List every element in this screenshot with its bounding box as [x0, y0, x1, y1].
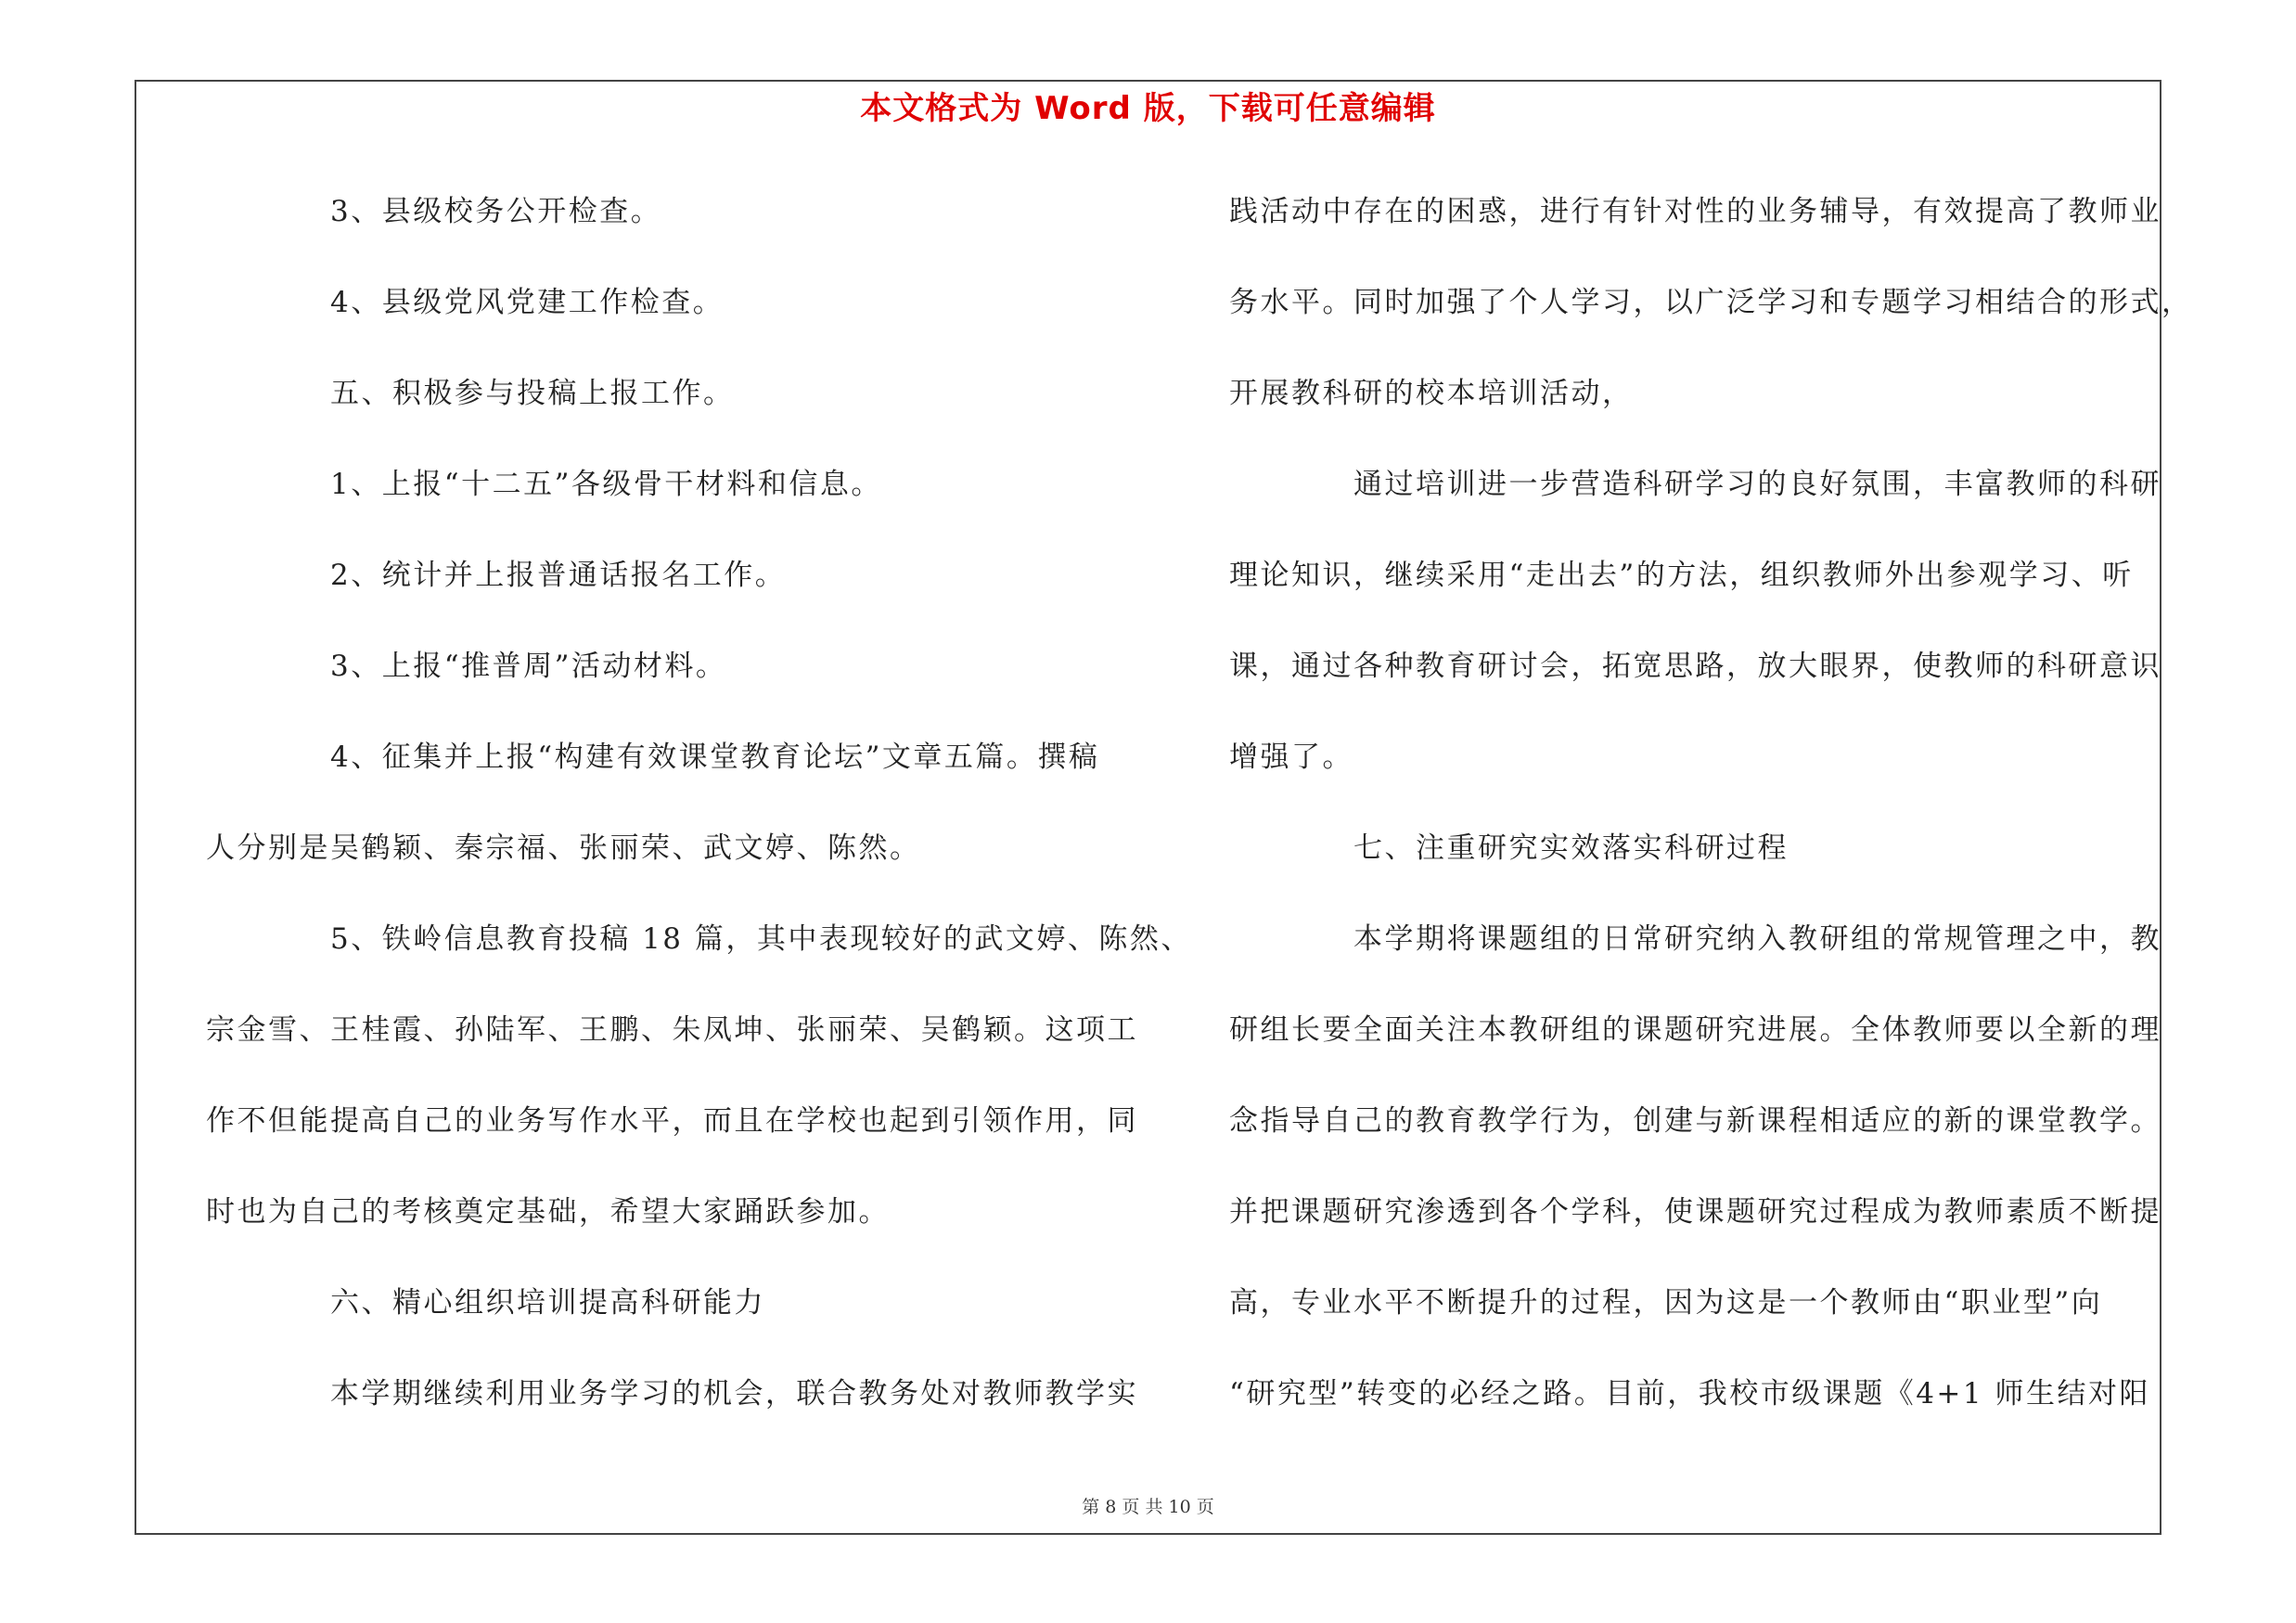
- right-column: [1229, 186, 2193, 1459]
- text-line: 作不但能提高自己的业务写作水平，而且在学校也起到引领作用，同: [206, 1104, 1138, 1138]
- text-line: “研究型”转变的必经之路。目前，我校市级课题《4+1 师生结对阳: [1229, 1377, 2150, 1410]
- text-line: 宗金雪、王桂霞、孙陆军、王鹏、朱凤坤、张丽荣、吴鹤颖。这项工: [206, 1013, 1138, 1047]
- text-line: 七、注重研究实效落实科研过程: [1353, 831, 1789, 865]
- text-line: 践活动中存在的困惑，进行有针对性的业务辅导，有效提高了教师业: [1229, 195, 2161, 228]
- text-line: 通过培训进一步营造科研学习的良好氛围，丰富教师的科研: [1353, 468, 2161, 501]
- text-line: 理论知识，继续采用“走出去”的方法，组织教师外出参观学习、听: [1229, 559, 2134, 592]
- text-line: 5、铁岭信息教育投稿 18 篇，其中表现较好的武文婷、陈然、: [330, 922, 1192, 956]
- text-line: 3、上报“推普周”活动材料。: [330, 650, 727, 683]
- text-line: 研组长要全面关注本教研组的课题研究进展。全体教师要以全新的理: [1229, 1013, 2161, 1047]
- format-banner: 本文格式为 Word 版，下载可任意编辑: [860, 90, 1436, 127]
- text-line: 时也为自己的考核奠定基础，希望大家踊跃参加。: [206, 1195, 890, 1229]
- page-footer: 第 8 页 共 10 页: [1082, 1497, 1214, 1517]
- text-line: 五、积极参与投稿上报工作。: [330, 377, 735, 410]
- text-line: 课，通过各种教育研讨会，拓宽思路，放大眼界，使教师的科研意识: [1229, 650, 2161, 683]
- text-line: 念指导自己的教育教学行为，创建与新课程相适应的新的课堂教学。: [1229, 1104, 2161, 1138]
- text-line: 并把课题研究渗透到各个学科，使课题研究过程成为教师素质不断提: [1229, 1195, 2161, 1229]
- text-line: 增强了。: [1229, 741, 1353, 774]
- text-line: 开展教科研的校本培训活动，: [1229, 377, 1634, 410]
- text-line: 2、统计并上报普通话报名工作。: [330, 559, 787, 592]
- text-line: 3、县级校务公开检查。: [330, 195, 662, 228]
- text-line: 高，专业水平不断提升的过程，因为这是一个教师由“职业型”向: [1229, 1286, 2103, 1320]
- text-line: 人分别是吴鹤颖、秦宗福、张丽荣、武文婷、陈然。: [206, 831, 921, 865]
- text-line: 本学期将课题组的日常研究纳入教研组的常规管理之中，教: [1353, 922, 2161, 956]
- left-column: [206, 186, 1192, 1459]
- text-line: 本学期继续利用业务学习的机会，联合教务处对教师教学实: [330, 1377, 1138, 1410]
- text-line: 务水平。同时加强了个人学习，以广泛学习和专题学习相结合的形式，: [1229, 286, 2193, 319]
- text-line: 1、上报“十二五”各级骨干材料和信息。: [330, 468, 882, 501]
- text-line: 4、县级党风党建工作检查。: [330, 286, 725, 319]
- text-line: 六、精心组织培训提高科研能力: [330, 1286, 765, 1320]
- text-line: 4、征集并上报“构建有效课堂教育论坛”文章五篇。撰稿: [330, 741, 1100, 774]
